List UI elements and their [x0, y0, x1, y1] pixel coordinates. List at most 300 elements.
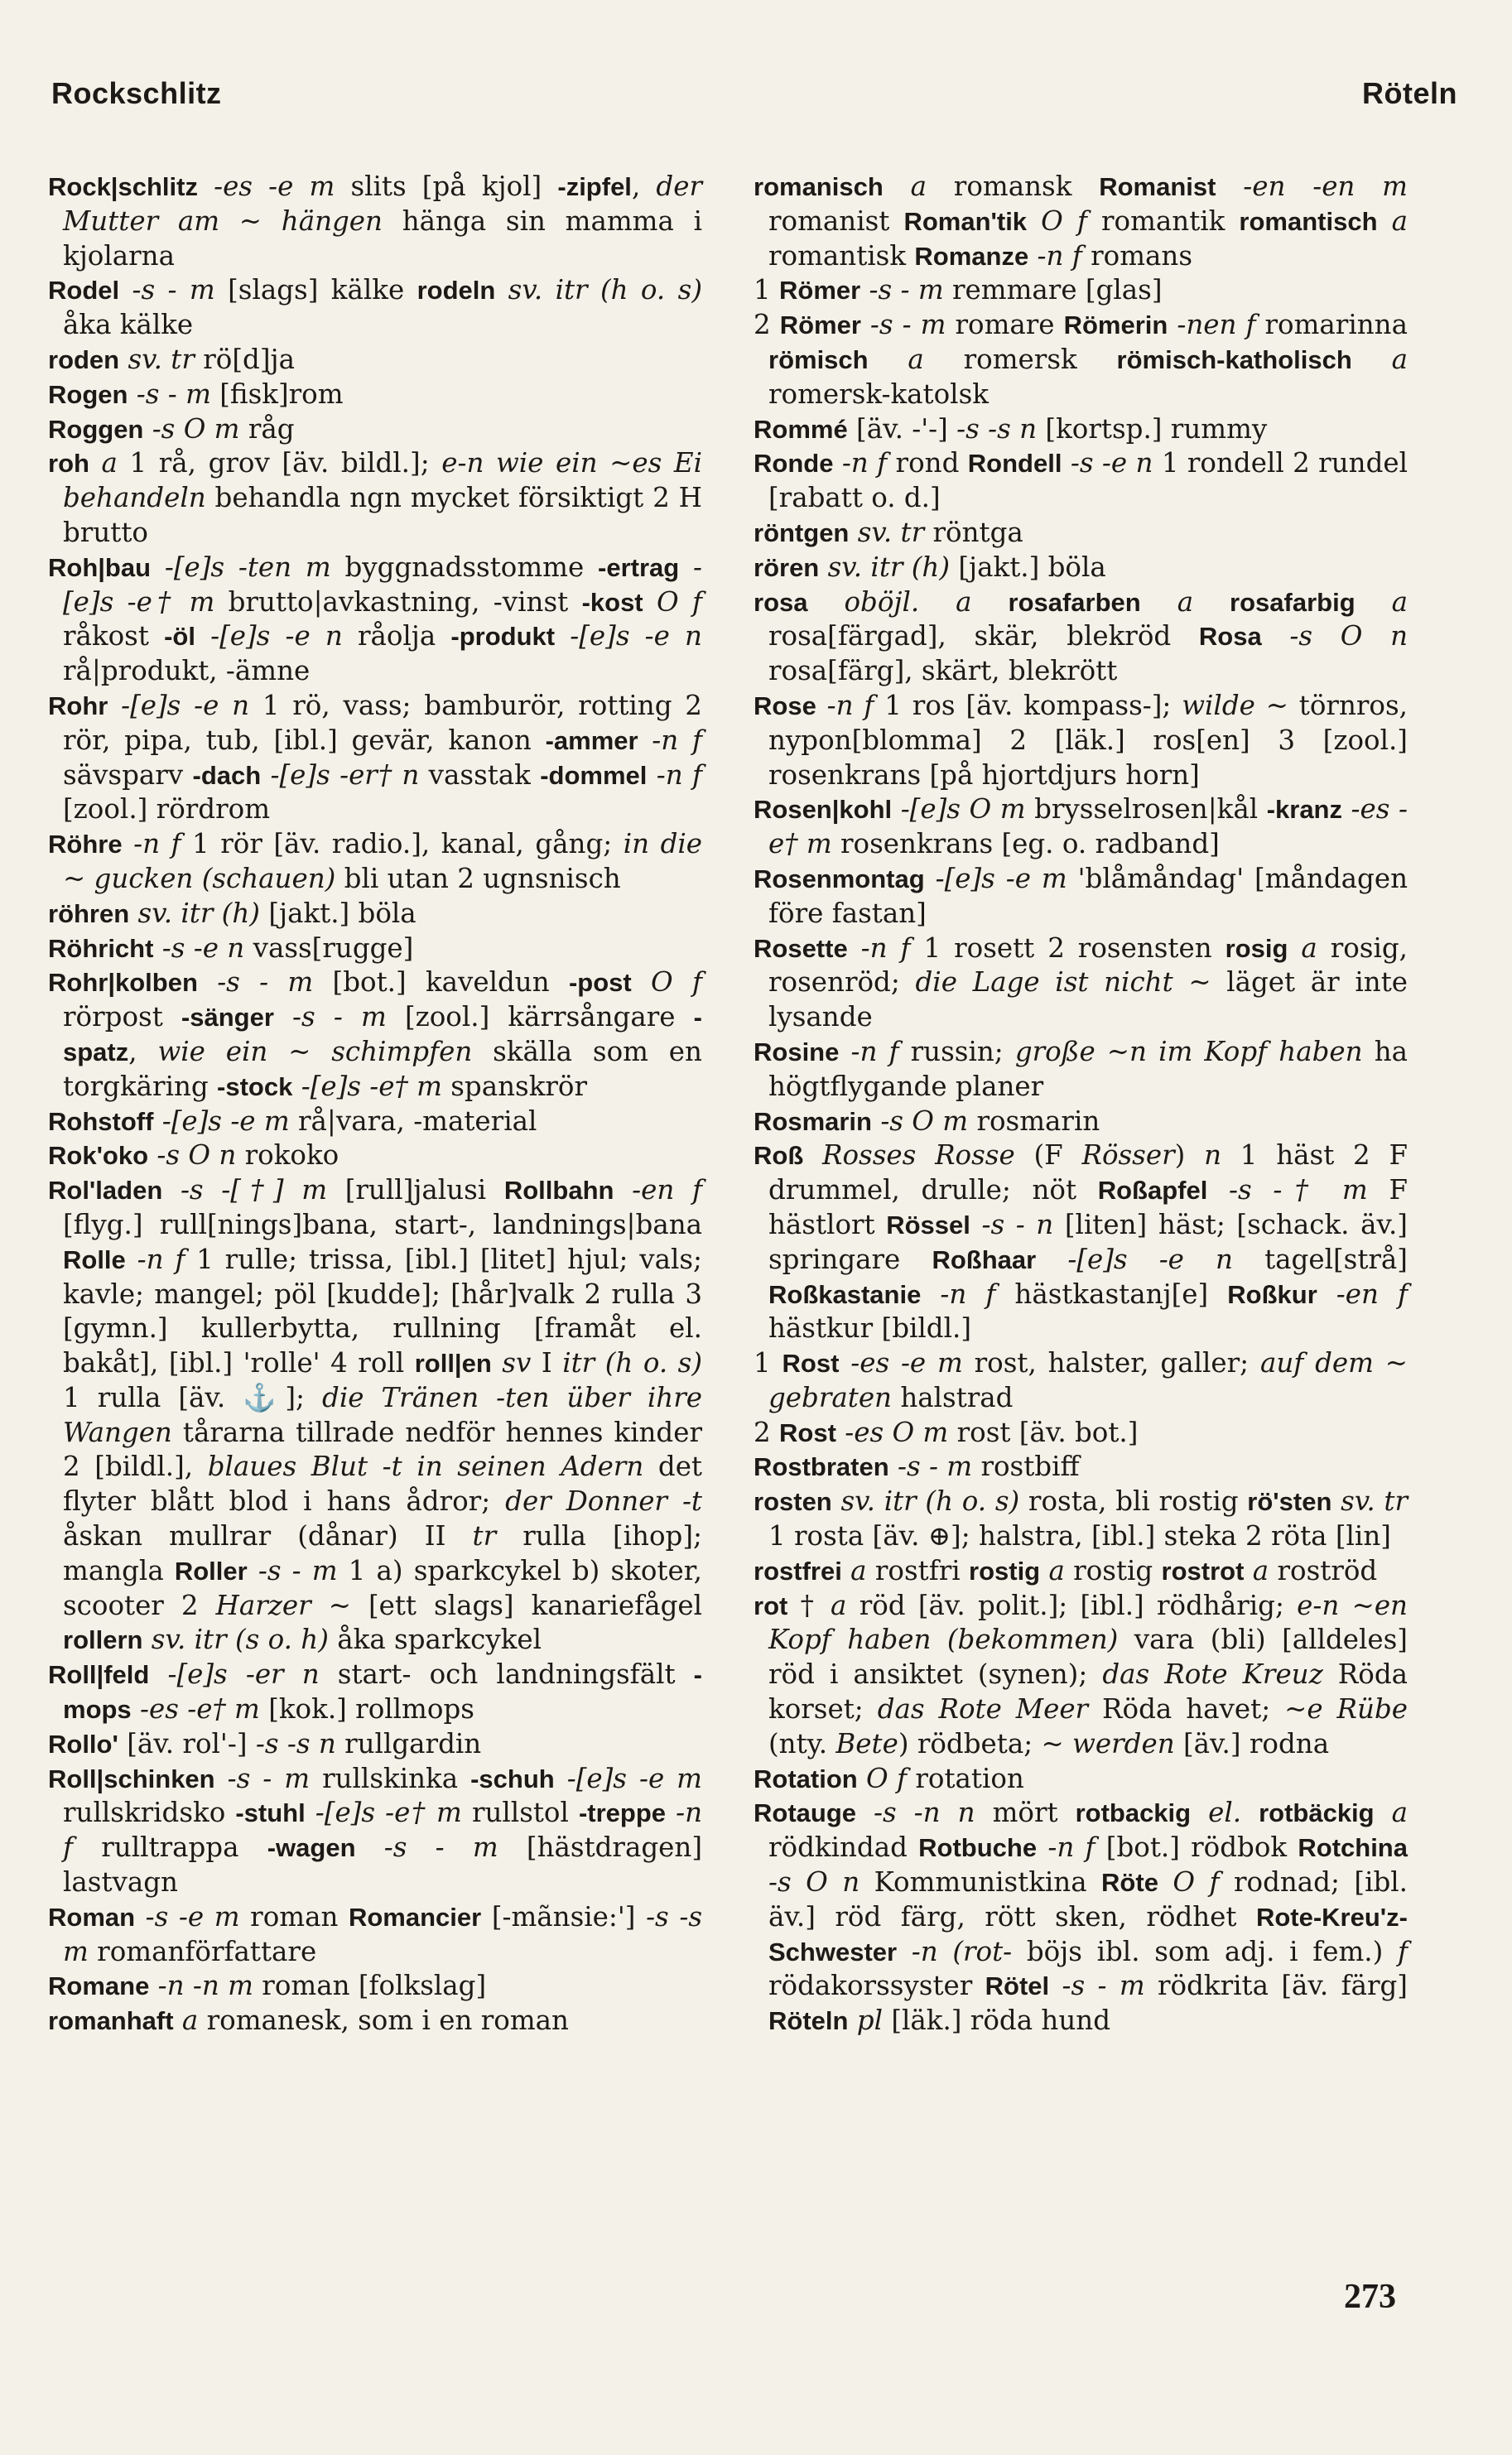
definition-text: [flyg.] rull[nings]bana, start-, landnings|bana [63, 1208, 702, 1240]
definition-text: rörpost [63, 1001, 181, 1033]
grammar-italic: -s - m [888, 1451, 981, 1483]
dictionary-entry [754, 1105, 1408, 1139]
headword: -stock [217, 1071, 293, 1101]
headword: -öl [164, 622, 195, 652]
grammar-italic: e-n wie ein ~es Ei behandeln [63, 447, 702, 514]
definition-text: 1 häst 2 F drummel, drulle; nöt [768, 1139, 1408, 1206]
definition-text: 1 rör [äv. radio.], kanal, gång; [192, 828, 624, 860]
headword: Röhricht [48, 933, 154, 963]
headword: Romanze [914, 241, 1029, 271]
definition-text: sävsparv [63, 758, 193, 791]
headword: rollern [63, 1625, 143, 1655]
grammar-italic: -[e]s -e n [195, 620, 358, 652]
headword: Rock|schlitz [48, 172, 198, 201]
grammar-italic: blaues Blut -t in seinen Adern [207, 1451, 658, 1483]
headword: Römer [779, 276, 861, 306]
headword: röhren [48, 898, 130, 928]
headword: romanhaft [48, 2006, 174, 2036]
headword: -stuhl [235, 1798, 306, 1828]
grammar-italic: -es -e m [839, 1347, 975, 1379]
headword: rostig [969, 1556, 1041, 1586]
definition-text: romans [1091, 239, 1193, 272]
grammar-italic: sv. tr [1331, 1485, 1408, 1518]
headword: Rol'laden [48, 1176, 163, 1206]
grammar-italic: -[e]s -e† m [63, 551, 702, 618]
definition-text: ) rödbeta; [898, 1727, 1042, 1759]
definition-text: vass[rugge] [253, 931, 414, 964]
definition-text: skälla som en torgkäring [63, 1035, 702, 1102]
definition-text: rodnad; [ibl. äv.] röd färg, rött sken, rödhet [768, 1866, 1408, 1933]
running-header-right: Röteln [1362, 76, 1457, 110]
definition-text: [zool.] rördrom [63, 793, 271, 826]
dictionary-entry [754, 308, 1408, 412]
definition-text: romanist [768, 205, 904, 237]
grammar-italic: sv. itr (h o. s) [831, 1485, 1028, 1518]
grammar-italic: -[e]s O m [892, 793, 1035, 826]
definition-text: [äv. -'-] [847, 412, 957, 445]
headword: -spatz [63, 1003, 702, 1066]
dictionary-entry [754, 1416, 1408, 1451]
definition-text: roströd [1277, 1554, 1378, 1586]
dictionary-entry [754, 931, 1408, 1035]
definition-text: rödkrita [äv. färg] [1158, 1970, 1408, 2002]
grammar-italic: -s - m [119, 274, 229, 306]
dictionary-entry [754, 1762, 1408, 1797]
grammar-italic: -n (rot- [897, 1935, 1027, 1967]
grammar-italic: -s O m [143, 412, 248, 445]
definition-text: tårarna tillrade nedför hennes kinder 2 [bildl.], [63, 1416, 703, 1483]
definition-text: rosig, rosenröd; [768, 931, 1408, 999]
headword: Rosenmontag [754, 864, 925, 893]
definition-text: brysselrosen|kål [1034, 793, 1267, 826]
definition-text: vasstak [428, 758, 541, 791]
headword: Rogen [48, 379, 128, 409]
grammar-italic: -n f [1037, 1832, 1106, 1864]
grammar-italic: -s - m [860, 274, 953, 306]
definition-text: romarinna [1264, 309, 1408, 341]
definition-text: rostbiff [980, 1451, 1080, 1483]
headword: Roßkastanie [768, 1279, 922, 1309]
grammar-italic: a [1244, 1554, 1278, 1586]
headword: rot [754, 1591, 788, 1620]
definition-text: 1 [754, 1347, 782, 1379]
headword: roden [48, 344, 120, 374]
grammar-italic: -s -s n [255, 1727, 345, 1759]
dictionary-entry [754, 1450, 1408, 1485]
headword: -ertrag [598, 552, 680, 582]
definition-text: 2 [754, 309, 780, 341]
definition-text: tagel[strå] [1264, 1243, 1408, 1275]
headword: Rosette [754, 933, 848, 963]
definition-text: rotation [915, 1762, 1024, 1794]
grammar-italic: O f [857, 1762, 916, 1794]
headword: Rössel [886, 1210, 970, 1240]
grammar-italic: n [1204, 1139, 1240, 1172]
dictionary-entry [754, 412, 1408, 447]
headword: -treppe [578, 1798, 667, 1828]
definition-text: romanförfattare [97, 1935, 317, 1967]
headword: Roßkur [1227, 1279, 1317, 1309]
definition-text: † [787, 1589, 831, 1621]
definition-text: rullskinka [322, 1762, 471, 1794]
definition-text: rå|produkt, -ämne [63, 655, 311, 687]
grammar-italic: sv. itr (h) [129, 897, 269, 929]
grammar-italic: der Mutter am ~ hängen [63, 171, 702, 237]
grammar-italic: -[e]s -e n [1036, 1243, 1265, 1275]
grammar-italic: Rösser [1081, 1139, 1175, 1172]
dictionary-entry [48, 1105, 702, 1139]
grammar-italic: -s -s n [956, 412, 1046, 445]
definition-text: [slags] kälke [228, 274, 417, 306]
grammar-italic: -s -n n [856, 1797, 993, 1829]
running-header-left: Rockschlitz [51, 76, 222, 110]
definition-text: bli utan 2 ugnsnisch [344, 862, 621, 894]
definition-text: hästkur [bildl.] [768, 1312, 972, 1345]
headword: röntgen [754, 517, 850, 547]
grammar-italic: -n f [125, 1243, 197, 1275]
grammar-italic: -n f [647, 758, 702, 791]
grammar-italic: in die ~ gucken (schauen) [63, 828, 703, 894]
headword: -dach [192, 760, 262, 790]
dictionary-entry [754, 516, 1408, 551]
grammar-italic: a [1377, 205, 1408, 237]
definition-text: behandla ngn mycket försiktigt 2 H brutto [63, 482, 702, 548]
grammar-italic: -s - m [197, 966, 333, 999]
grammar-italic: O f [643, 585, 702, 618]
headword: Roßhaar [932, 1244, 1037, 1274]
definition-text: råg [248, 412, 295, 445]
headword: Rose [754, 691, 816, 720]
headword: Römerin [1063, 310, 1168, 340]
definition-text: [bot.] rödbok [1105, 1832, 1298, 1864]
definition-text: [ett slags] kanariefågel [368, 1589, 702, 1621]
definition-text: [läk.] röda hund [891, 2005, 1111, 2037]
definition-text: slits [på kjol] [350, 171, 558, 202]
definition-text: 1 a) sparkcykel b) skoter, scooter 2 [63, 1554, 702, 1621]
definition-text: 1 rå, grov [äv. bildl.]; [129, 447, 442, 479]
dictionary-entry [48, 378, 702, 412]
headword: Rosine [754, 1037, 840, 1066]
definition-text: 1 rosett 2 rosensten [923, 931, 1225, 964]
grammar-italic: -s - m [860, 309, 956, 341]
dictionary-entry [48, 827, 702, 897]
grammar-italic: -n -n m [149, 1970, 262, 2002]
dictionary-entry [754, 1589, 1408, 1762]
grammar-italic: oböjl. a [807, 585, 1009, 618]
dictionary-entry [754, 551, 1408, 585]
definition-text: vara (bli) [alldeles] röd i ansiktet (synen); [768, 1624, 1408, 1691]
definition-text: [äv. rol'-] [118, 1727, 256, 1759]
headword: römisch [768, 344, 869, 374]
dictionary-entry [48, 412, 702, 447]
headword: rodeln [417, 276, 496, 306]
grammar-italic: ~e Rübe [1284, 1693, 1408, 1726]
headword: Roßapfel [1097, 1176, 1208, 1206]
grammar-italic: sv. itr (h o. s) [495, 274, 702, 306]
definition-text: romantik [1100, 205, 1240, 237]
definition-text: (nty. [768, 1727, 836, 1759]
definition-text: åka kälke [63, 309, 194, 341]
dictionary-entry [754, 1035, 1408, 1105]
headword: Ronde [754, 449, 834, 479]
headword: rosa [754, 587, 808, 617]
headword: -post [568, 968, 632, 998]
dictionary-entry [48, 551, 702, 689]
grammar-italic: -s - n [970, 1208, 1065, 1240]
definition-text: 'blåmåndag' [måndagen före fastan] [768, 862, 1408, 929]
grammar-italic: -[e]s -e† m [305, 1797, 472, 1829]
grammar-italic: -s -e n [1062, 447, 1162, 479]
dictionary-entry [48, 1658, 702, 1727]
dictionary-entry [48, 2004, 702, 2039]
grammar-italic: -s - m [273, 1001, 405, 1033]
grammar-italic: a [1288, 931, 1331, 964]
dictionary-entry [48, 1762, 702, 1900]
grammar-italic: el. [1191, 1797, 1259, 1829]
grammar-italic: Rosses Rosse [803, 1139, 1034, 1172]
headword: -mops [63, 1660, 702, 1725]
headword: -zipfel [557, 172, 632, 201]
grammar-italic: sv. tr [849, 516, 933, 548]
definition-text: 1 [754, 274, 780, 306]
grammar-italic: -es -e m [197, 171, 351, 202]
grammar-italic: -en -en m [1216, 171, 1408, 202]
headword: Roll|schinken [48, 1764, 215, 1793]
definition-text: Kommunistkina [874, 1866, 1102, 1899]
headword: Romanist [1099, 172, 1216, 201]
headword: Rötel [985, 1971, 1050, 2001]
definition-text: rulltrappa [101, 1832, 267, 1864]
dictionary-entry [754, 1346, 1408, 1416]
grammar-italic: pl [848, 2005, 892, 2037]
headword: Romane [48, 1971, 150, 2001]
grammar-italic: -n f [816, 689, 885, 721]
definition-text: start- och landningsfält [337, 1658, 694, 1691]
grammar-italic: -[e]s -ten m [151, 551, 345, 583]
definition-text: [hästdragen] lastvagn [63, 1832, 702, 1899]
definition-text: [äv.] rodna [1182, 1727, 1330, 1759]
headword: rosig [1225, 933, 1288, 963]
headword: Roh|bau [48, 552, 152, 582]
headword: rosafarben [1008, 587, 1141, 617]
definition-text: romanesk, som i en roman [206, 2005, 569, 2037]
definition-text: I [541, 1347, 563, 1379]
definition-text: hästkastanj[e] [1014, 1278, 1228, 1310]
definition-text: 1 rulle; trissa, [ibl.] [litet] hjul; vals; kavle; mangel; pöl [kudde]; [hår]valk 2 rulla 3 [gymn.] kullerbytta, rullning [framåt el. bakåt], [ibl.] 'rolle' 4 roll [63, 1243, 703, 1379]
definition-text: 1 rö, vass; bamburör, rotting 2 rör, pipa, tub, [ibl.] gevär, kanon [63, 689, 702, 756]
dictionary-entry [48, 897, 702, 931]
grammar-italic: -[e]s -e m [554, 1762, 702, 1794]
definition-text: rosa[färgad], skär, blekröd [768, 620, 1199, 652]
definition-text: [jakt.] böla [268, 897, 417, 929]
grammar-italic: -[e]s -e n [108, 689, 262, 721]
definition-text: romersk [963, 343, 1117, 375]
definition-text: rost [äv. bot.] [956, 1416, 1139, 1448]
definition-text: 1 rondell 2 rundel [rabatt o. d.] [768, 447, 1408, 514]
definition-text: byggnadsstomme [344, 551, 599, 583]
grammar-italic: -[e]s -e† m [292, 1070, 451, 1102]
dictionary-entry [754, 273, 1408, 308]
grammar-italic: -s O n [1261, 620, 1408, 652]
headword: Romancier [348, 1902, 482, 1932]
grammar-italic: sv. itr (s o. h) [142, 1624, 338, 1656]
grammar-italic: -s - m [355, 1832, 527, 1864]
headword: Roggen [48, 414, 144, 444]
headword: Rondell [967, 449, 1062, 479]
grammar-italic: -nen f [1168, 309, 1265, 341]
headword: Röhre [48, 830, 123, 859]
headword: rostrot [1161, 1556, 1245, 1586]
headword: Rotauge [754, 1798, 856, 1828]
grammar-italic: -n f [1028, 239, 1091, 272]
grammar-italic: sv. itr (h) [819, 551, 959, 583]
headword: -kost [581, 587, 643, 617]
dictionary-entry [48, 965, 702, 1104]
grammar-italic: -[e]s -e m [153, 1105, 299, 1137]
headword: Roman'tik [903, 206, 1028, 236]
definition-text: brutto|avkastning, -vinst [228, 585, 582, 618]
definition-text: [bot.] kaveldun [332, 966, 569, 999]
headword: Rotbuche [918, 1833, 1038, 1863]
definition-text: rostfri [874, 1554, 969, 1586]
definition-text: F hästlort [768, 1174, 1408, 1240]
grammar-italic: a [173, 2005, 207, 2037]
definition-text: rullskridsko [63, 1797, 236, 1829]
grammar-italic: a [1351, 343, 1408, 375]
headword: Rollbahn [503, 1176, 614, 1206]
dictionary-entry [754, 1485, 1408, 1554]
definition-text: Röda korset; [768, 1658, 1408, 1726]
definition-text: [-mãnsie:'] [481, 1900, 647, 1933]
grammar-italic: das Rote Meer [877, 1693, 1103, 1726]
headword: Rostbraten [754, 1452, 889, 1482]
definition-text: (F [1033, 1139, 1082, 1172]
definition-text: romersk-katolsk [768, 378, 989, 410]
grammar-italic: große ~n im Kopf haben [1014, 1035, 1375, 1067]
grammar-italic: -s -[†] m [162, 1174, 345, 1206]
grammar-italic: ~ werden [1041, 1727, 1183, 1759]
left-column [48, 170, 702, 2039]
grammar-italic: -[e]s -er† n [261, 758, 429, 791]
headword: Rolle [63, 1244, 126, 1274]
definition-text: rostig [1073, 1554, 1162, 1586]
headword: Rohr [48, 691, 108, 720]
headword: -produkt [450, 622, 556, 652]
headword: Rosen|kohl [754, 795, 893, 825]
headword: rosten [754, 1487, 832, 1517]
grammar-italic: der Donner -t [505, 1485, 702, 1518]
grammar-italic: a [89, 447, 130, 479]
definition-text: , [128, 1035, 158, 1067]
headword: Roller [174, 1556, 248, 1586]
definition-text: törnros, nypon[blomma] 2 [läk.] ros[en] 3 [zool.] rosenkrans [på hjortdjurs horn] [768, 689, 1408, 791]
headword: Rok'oko [48, 1141, 149, 1171]
definition-text: spanskrör [450, 1070, 588, 1102]
definition-text: rosenkrans [eg. o. radband] [840, 828, 1220, 860]
grammar-italic: -n f [839, 1035, 911, 1067]
definition-text: råolja [357, 620, 451, 652]
dictionary-entry [48, 343, 702, 378]
definition-text: 1 rulla [äv. ⚓]; [63, 1381, 323, 1413]
definition-text: rosta, bli rostig [1028, 1485, 1248, 1518]
grammar-italic: O f [1158, 1866, 1234, 1899]
definition-text: [jakt.] böla [958, 551, 1106, 583]
dictionary-entry [48, 931, 702, 966]
grammar-italic: die Tränen -ten über ihre Wangen [63, 1381, 703, 1448]
definition-text: , [631, 171, 657, 202]
dictionary-entry [754, 585, 1408, 689]
definition-text: rosmarin [976, 1105, 1100, 1137]
definition-text: Röda havet; [1102, 1693, 1285, 1726]
definition-text: [kortsp.] rummy [1045, 412, 1268, 445]
definition-text: rosa[färg], skärt, blekrött [768, 655, 1118, 687]
definition-text: böjs ibl. som adj. i fem.) [1026, 1935, 1398, 1967]
grammar-italic: -n f [63, 1797, 702, 1864]
grammar-italic: -es -e† m [131, 1693, 269, 1726]
grammar-italic: -[e]s -e n [555, 620, 702, 652]
grammar-italic: f [1397, 1935, 1408, 1967]
grammar-italic: wilde ~ [1182, 689, 1299, 721]
definition-text: [kok.] rollmops [268, 1693, 474, 1726]
definition-text: åskan mullrar (dånar) II [63, 1520, 473, 1552]
grammar-italic: sv. tr [119, 343, 204, 375]
headword: -kranz [1266, 795, 1342, 825]
grammar-italic: a [831, 1589, 860, 1621]
definition-text: [fisk]rom [219, 378, 344, 410]
definition-text: röntga [932, 516, 1023, 548]
headword: -sänger [181, 1003, 274, 1033]
definition-text: romansk [953, 171, 1100, 202]
headword: roh [48, 449, 89, 479]
dictionary-entry [48, 1173, 702, 1658]
grammar-italic: -s O m [871, 1105, 977, 1137]
grammar-italic: -s - m [214, 1762, 323, 1794]
definition-text: rulla [ihop]; mangla [63, 1520, 702, 1586]
grammar-italic: -[e]s -er n [149, 1658, 338, 1691]
right-column [754, 170, 1408, 2039]
definition-text: röd [äv. polit.]; [ibl.] rödhårig; [859, 1589, 1298, 1621]
headword: Rote-Kreu'z-Schwester [768, 1902, 1408, 1966]
headword: Rosa [1198, 622, 1262, 652]
definition-text: 1 ros [äv. kompass-]; [884, 689, 1182, 721]
grammar-italic: -[e]s -e m [924, 862, 1078, 894]
grammar-italic: -n f [833, 447, 896, 479]
dictionary-entry [48, 1138, 702, 1173]
grammar-italic: -en f [614, 1174, 702, 1206]
grammar-italic: a [841, 1554, 875, 1586]
dictionary-entry [754, 1138, 1408, 1346]
headword: Rost [779, 1418, 836, 1447]
headword: Rost [782, 1349, 840, 1379]
dictionary-entry [754, 446, 1408, 516]
definition-text: rost, halster, galler; [974, 1347, 1260, 1379]
grammar-italic: -es O m [835, 1416, 957, 1448]
definition-text: rullgardin [344, 1727, 482, 1759]
grammar-italic: -s O n [148, 1139, 245, 1172]
definition-text: russin; [910, 1035, 1015, 1067]
headword: Roll|feld [48, 1660, 150, 1690]
headword: -schuh [470, 1764, 555, 1793]
dictionary-entry [48, 273, 702, 343]
dictionary-entry [754, 1554, 1408, 1589]
headword: Rollo' [48, 1729, 118, 1759]
grammar-italic: auf dem ~ gebraten [768, 1347, 1408, 1413]
grammar-italic: a [868, 343, 964, 375]
definition-text: rullstol [471, 1797, 579, 1829]
headword: romantisch [1239, 206, 1378, 236]
dictionary-entry [754, 170, 1408, 273]
headword: Rohr|kolben [48, 968, 198, 998]
